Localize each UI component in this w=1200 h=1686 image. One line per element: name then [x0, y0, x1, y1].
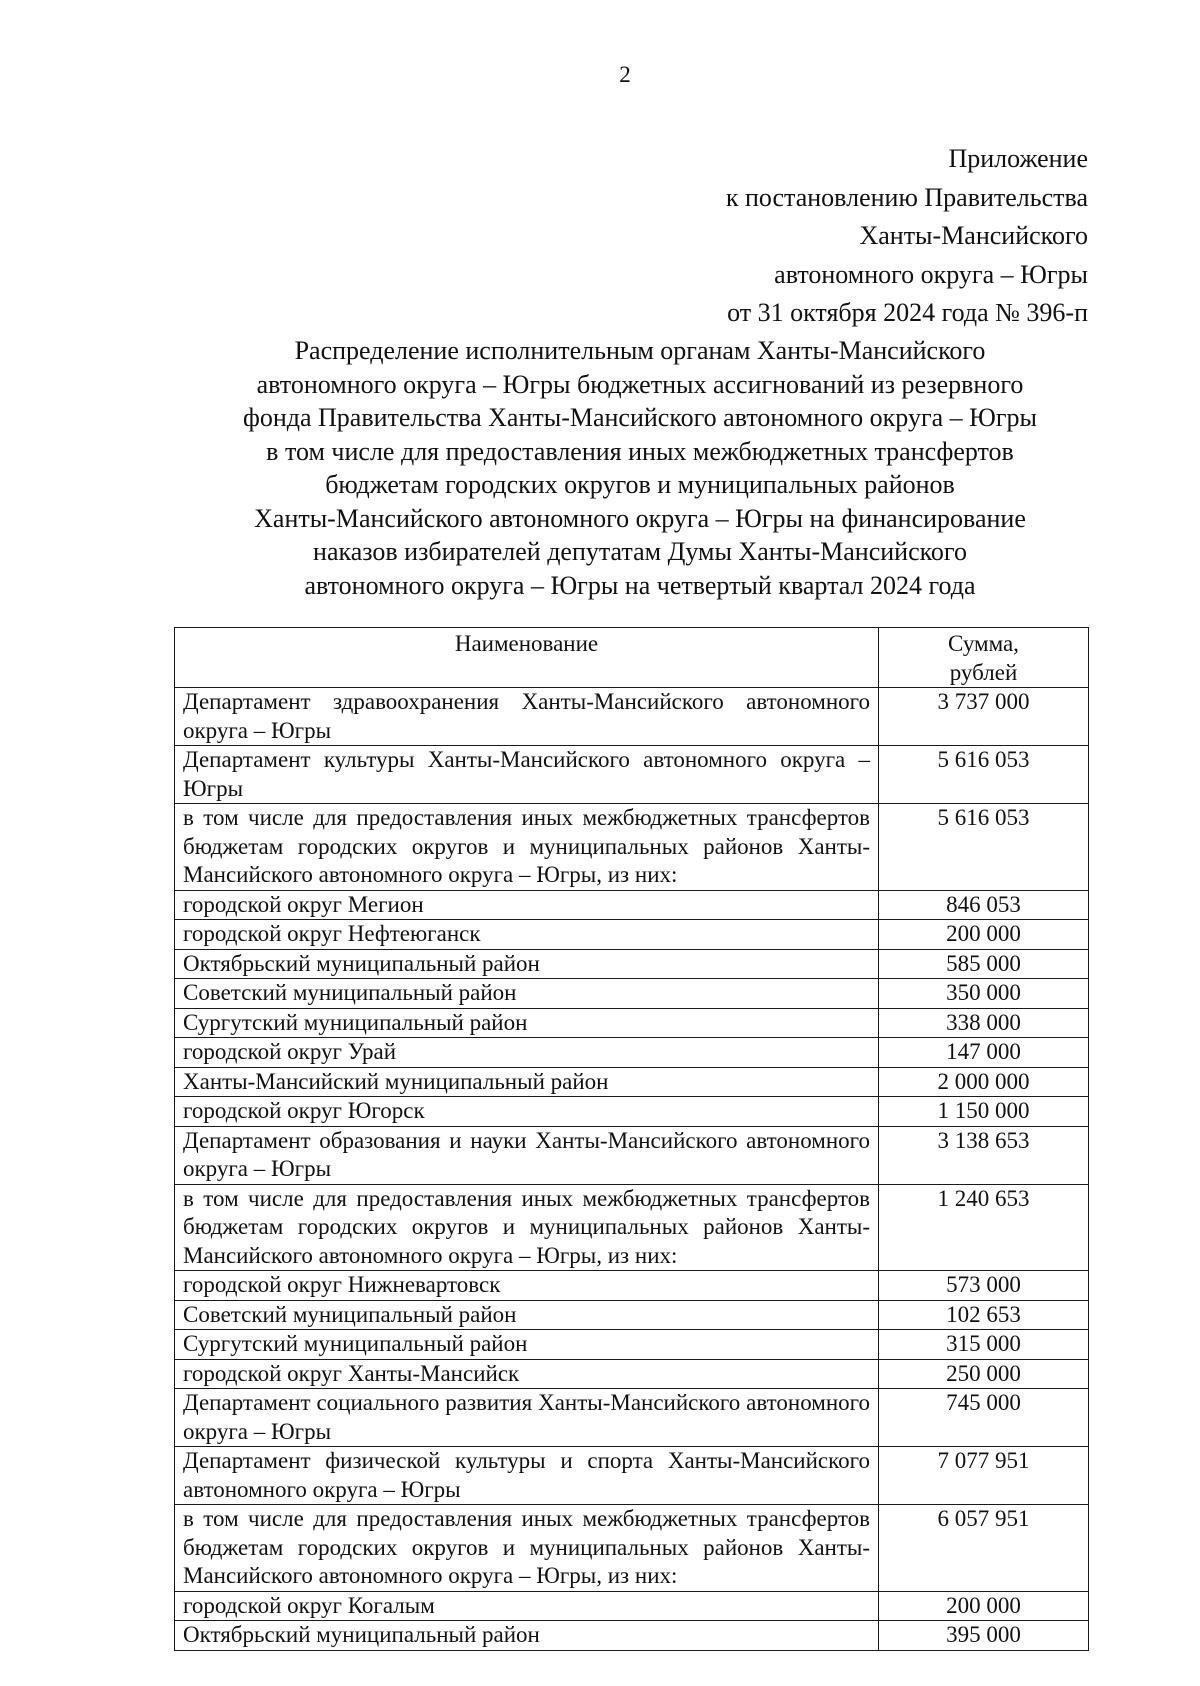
table-row	[175, 1591, 1089, 1621]
row-sum: 3 138 653	[879, 1126, 1089, 1184]
row-name: в том числе для предоставления иных межбюджетных трансфертов бюджетам городских округов и муниципальных районов Ханты-Мансийского автономного округа – Югры, из них:	[175, 804, 879, 891]
table-row	[175, 1126, 1089, 1184]
allocation-table	[174, 627, 1089, 1651]
row-sum: 5 616 053	[879, 746, 1089, 804]
row-name: городской округ Когалым	[175, 1591, 879, 1621]
table-row	[175, 688, 1089, 746]
table-header-row	[175, 628, 1089, 688]
table-row	[175, 1447, 1089, 1505]
table-row	[175, 920, 1089, 950]
table-row	[175, 1097, 1089, 1127]
row-sum: 3 737 000	[879, 688, 1089, 746]
row-name: городской округ Мегион	[175, 890, 879, 920]
title-line: бюджетам городских округов и муниципальных районов	[325, 470, 955, 499]
appendix-line: Приложение	[948, 144, 1088, 173]
title-line: наказов избирателей депутатам Думы Ханты-Мансийского	[313, 537, 967, 566]
header-sum	[879, 628, 1089, 688]
page-number: 2	[619, 62, 631, 87]
row-sum: 102 653	[879, 1300, 1089, 1330]
table-body	[175, 688, 1089, 1651]
row-name: в том числе для предоставления иных межбюджетных трансфертов бюджетам городских округов и муниципальных районов Ханты-Мансийского автономного округа – Югры, из них:	[175, 1184, 879, 1271]
row-name: городской округ Нефтеюганск	[175, 920, 879, 950]
header-name: Наименование	[175, 628, 879, 688]
row-name: городской округ Урай	[175, 1038, 879, 1068]
row-sum: 1 150 000	[879, 1097, 1089, 1127]
row-sum: 395 000	[879, 1621, 1089, 1651]
appendix-line: автономного округа – Югры	[774, 259, 1088, 289]
document-title	[180, 334, 1100, 602]
row-name: Сургутский муниципальный район	[175, 1008, 879, 1038]
table-row	[175, 1505, 1089, 1592]
table-row	[175, 1389, 1089, 1447]
table-row	[175, 1271, 1089, 1301]
title-line: автономного округа – Югры на четвертый квартал 2024 года	[304, 570, 976, 600]
row-sum: 350 000	[879, 979, 1089, 1009]
row-name: Советский муниципальный район	[175, 1300, 879, 1330]
table-row	[175, 1184, 1089, 1271]
row-sum: 573 000	[879, 1271, 1089, 1301]
row-name: Сургутский муниципальный район	[175, 1330, 879, 1360]
row-sum: 315 000	[879, 1330, 1089, 1360]
row-sum: 846 053	[879, 890, 1089, 920]
table-row	[175, 746, 1089, 804]
table-row	[175, 804, 1089, 891]
row-sum: 200 000	[879, 1591, 1089, 1621]
table-row	[175, 1621, 1089, 1651]
row-sum: 250 000	[879, 1359, 1089, 1389]
table-row	[175, 1067, 1089, 1097]
table-row	[175, 979, 1089, 1009]
row-name: Департамент физической культуры и спорта Ханты-Мансийского автономного округа – Югры	[175, 1447, 879, 1505]
row-sum: 5 616 053	[879, 804, 1089, 891]
row-sum: 6 057 951	[879, 1505, 1089, 1592]
row-name: городской округ Югорск	[175, 1097, 879, 1127]
row-name: Департамент здравоохранения Ханты-Мансийского автономного округа – Югры	[175, 688, 879, 746]
appendix-block	[726, 140, 1088, 333]
title-line: фонда Правительства Ханты-Мансийского автономного округа – Югры	[242, 403, 1037, 432]
table-row	[175, 949, 1089, 979]
row-name: Департамент образования и науки Ханты-Мансийского автономного округа – Югры	[175, 1126, 879, 1184]
row-name: в том числе для предоставления иных межбюджетных трансфертов бюджетам городских округов и муниципальных районов Ханты-Мансийского автономного округа – Югры, из них:	[175, 1505, 879, 1592]
row-sum: 2 000 000	[879, 1067, 1089, 1097]
row-sum: 585 000	[879, 949, 1089, 979]
row-name: городской округ Ханты-Мансийск	[175, 1359, 879, 1389]
row-sum: 7 077 951	[879, 1447, 1089, 1505]
appendix-line: от 31 октября 2024 года № 396-п	[727, 298, 1088, 327]
appendix-line: Ханты-Мансийского	[859, 221, 1088, 250]
row-sum: 147 000	[879, 1038, 1089, 1068]
table-row	[175, 1300, 1089, 1330]
title-line: Ханты-Мансийского автономного округа – Югры на финансирование	[254, 503, 1026, 533]
row-sum: 200 000	[879, 920, 1089, 950]
row-name: Октябрьский муниципальный район	[175, 949, 879, 979]
header-sum-line: рублей	[949, 659, 1018, 685]
row-name: Советский муниципальный район	[175, 979, 879, 1009]
row-name: Ханты-Мансийский муниципальный район	[175, 1067, 879, 1097]
header-sum-line: Сумма,	[948, 631, 1019, 656]
row-sum: 1 240 653	[879, 1184, 1089, 1271]
row-sum: 745 000	[879, 1389, 1089, 1447]
table-row	[175, 1038, 1089, 1068]
row-sum: 338 000	[879, 1008, 1089, 1038]
title-line: автономного округа – Югры бюджетных ассигнований из резервного	[256, 369, 1024, 399]
row-name: Департамент культуры Ханты-Мансийского автономного округа – Югры	[175, 746, 879, 804]
title-line: в том числе для предоставления иных межбюджетных трансфертов	[266, 436, 1014, 466]
title-line: Распределение исполнительным органам Ханты-Мансийского	[294, 336, 986, 365]
table-row	[175, 1008, 1089, 1038]
table-row	[175, 1359, 1089, 1389]
row-name: Октябрьский муниципальный район	[175, 1621, 879, 1651]
row-name: Департамент социального развития Ханты-Мансийского автономного округа – Югры	[175, 1389, 879, 1447]
row-name: городской округ Нижневартовск	[175, 1271, 879, 1301]
table-row	[175, 890, 1089, 920]
appendix-line: к постановлению Правительства	[725, 182, 1088, 212]
table-row	[175, 1330, 1089, 1360]
